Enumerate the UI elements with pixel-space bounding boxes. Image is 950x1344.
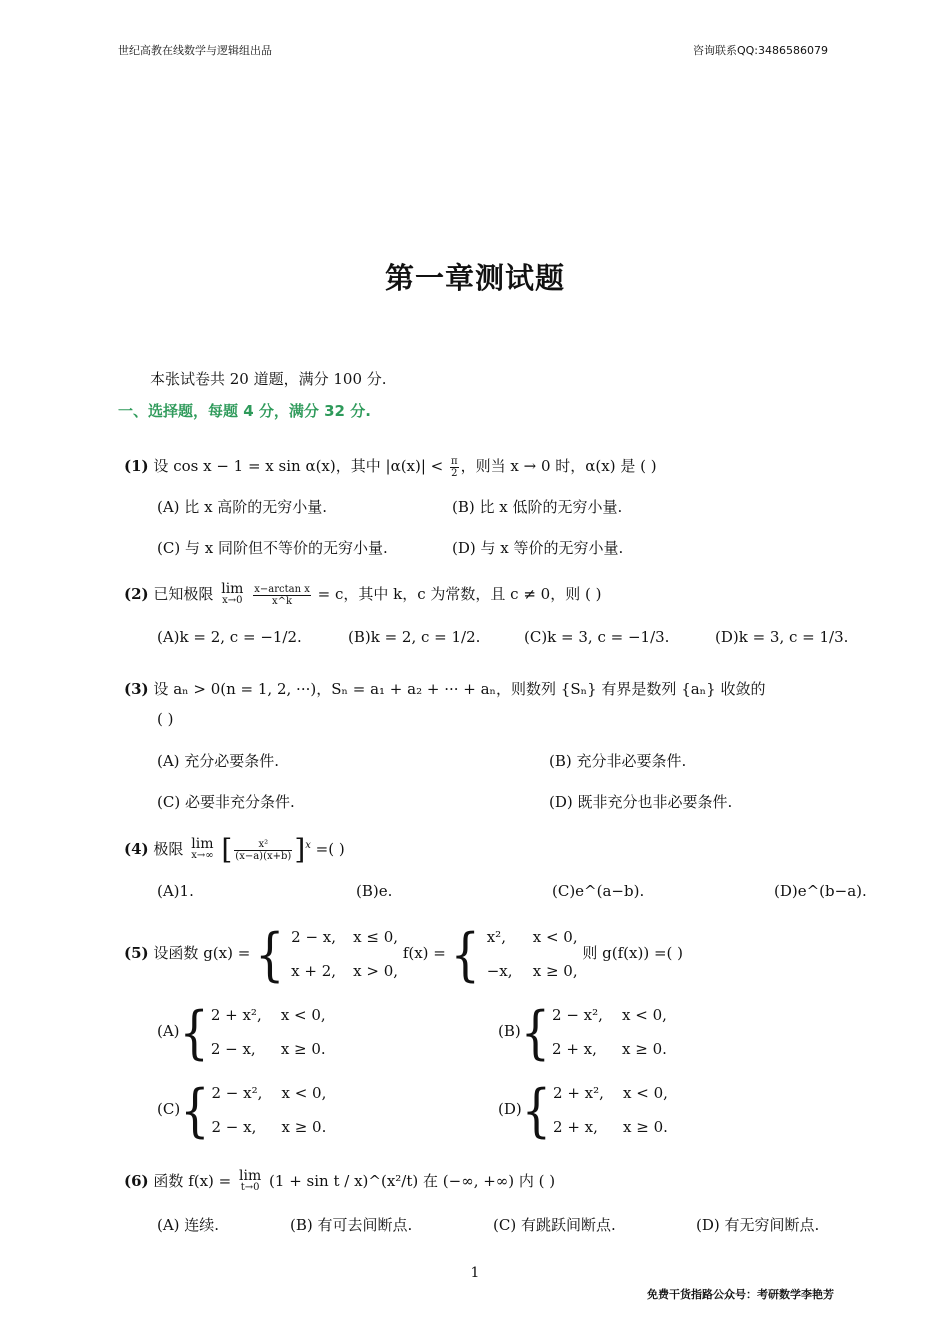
option-b: (B) 充分非必要条件.	[549, 752, 687, 770]
option-d: (D) 有无穷间断点.	[696, 1216, 820, 1234]
question-number: (3)	[124, 680, 149, 698]
option-b: (B) 有可去间断点.	[290, 1216, 413, 1234]
question-stem-end: ，则当 x → 0 时，α(x) 是 ( )	[460, 457, 657, 475]
option-c: (C){ 2 − x², x < 0, 2 − x, x ≥ 0.	[157, 1076, 327, 1144]
question-2	[124, 583, 601, 607]
question-stem: 极限	[153, 840, 184, 858]
question-stem: 设函数 g(x) =	[153, 944, 251, 962]
header-left: 世纪高教在线数学与逻辑组出品	[118, 44, 272, 57]
option-d: (D) 既非充分也非必要条件.	[549, 793, 733, 811]
question-stem: 设 aₙ > 0(n = 1, 2, ···)，Sₙ = a₁ + a₂ + ··· + aₙ，则数列 {Sₙ} 有界是数列 {aₙ} 收敛的	[153, 680, 766, 698]
option-a: (A)1.	[157, 882, 194, 900]
option-a: (A){ 2 + x², x < 0, 2 − x, x ≥ 0.	[157, 998, 326, 1066]
piecewise-g: { 2 − x, x ≤ 0, x + 2, x > 0,	[255, 920, 399, 988]
option-d: (D)e^(b−a).	[774, 882, 867, 900]
piecewise-f: { x², x < 0, −x, x ≥ 0,	[450, 920, 578, 988]
question-number: (4)	[124, 840, 149, 858]
option-b: (B)e.	[356, 882, 393, 900]
header-right: 咨询联系QQ:3486586079	[692, 44, 828, 57]
page-number: 1	[470, 1265, 480, 1281]
question-1	[124, 455, 657, 479]
option-b: (B){ 2 − x², x < 0, 2 + x, x ≥ 0.	[498, 998, 667, 1066]
option-d: (D)k = 3, c = 1/3.	[715, 628, 849, 646]
option-a: (A) 充分必要条件.	[157, 752, 280, 770]
option-a: (A) 比 x 高阶的无穷小量.	[157, 498, 328, 516]
option-d: (D){ 2 + x², x < 0, 2 + x, x ≥ 0.	[498, 1076, 668, 1144]
page-title: 第一章测试题	[384, 261, 565, 295]
question-stem: 已知极限	[153, 585, 214, 603]
question-3	[124, 678, 765, 699]
question-number: (6)	[124, 1172, 149, 1190]
option-a: (A) 连续.	[157, 1216, 220, 1234]
question-4: (4) 极限 lim x→∞ [ $\frac{\text{x²}}{(x-a)(x+b)}$ ]$^x$ =( )	[124, 833, 345, 866]
question-3-blank: ( )	[157, 710, 174, 728]
limit: lim x→0	[221, 581, 244, 606]
right-bracket: ]	[294, 833, 306, 866]
question-number: (1)	[124, 457, 149, 475]
question-stem-mid: f(x) =	[402, 944, 446, 962]
fraction: $\frac{\text{x−arctan x}}{x\^{}k}$	[254, 583, 310, 607]
question-5	[124, 920, 683, 988]
option-c: (C) 有跳跃间断点.	[493, 1216, 616, 1234]
fraction: $\frac{\pi}{2}$	[451, 455, 458, 479]
question-stem-end: 在 (−∞, +∞) 内 ( )	[423, 1172, 556, 1190]
question-stem: 设 cos x − 1 = x sin α(x)，其中 |α(x)| <	[153, 457, 444, 475]
question-stem: 函数 f(x) =	[153, 1172, 232, 1190]
option-b: (B)k = 2, c = 1/2.	[348, 628, 481, 646]
option-a: (A)k = 2, c = −1/2.	[157, 628, 302, 646]
left-bracket: [	[221, 833, 233, 866]
option-c: (C) 必要非充分条件.	[157, 793, 295, 811]
question-number: (5)	[124, 944, 149, 962]
limit: lim x→∞	[191, 836, 214, 861]
option-c: (C) 与 x 同阶但不等价的无穷小量.	[157, 539, 388, 557]
option-d: (D) 与 x 等价的无穷小量.	[452, 539, 624, 557]
question-number: (2)	[124, 585, 149, 603]
question-stem-end: = c，其中 k，c 为常数，且 c ≠ 0，则 ( )	[317, 585, 602, 603]
footer-note: 免费干货指路公众号：考研数学李艳芳	[647, 1288, 834, 1301]
option-c: (C)e^(a−b).	[552, 882, 645, 900]
question-6	[124, 1170, 555, 1194]
question-stem-end: =( )	[315, 840, 345, 858]
question-stem-end: 则 g(f(x)) =( )	[582, 944, 683, 962]
limit: lim t→0	[239, 1168, 262, 1193]
fraction: $\frac{\text{x²}}{(x-a)(x+b)}$	[235, 838, 292, 862]
intro-text: 本张试卷共 20 道题，满分 100 分.	[150, 370, 387, 388]
limit-expression: (1 + sin t / x)^(x²/t)	[269, 1172, 419, 1190]
section-heading: 一、选择题，每题 4 分，满分 32 分.	[118, 402, 371, 420]
option-b: (B) 比 x 低阶的无穷小量.	[452, 498, 623, 516]
option-c: (C)k = 3, c = −1/3.	[524, 628, 670, 646]
